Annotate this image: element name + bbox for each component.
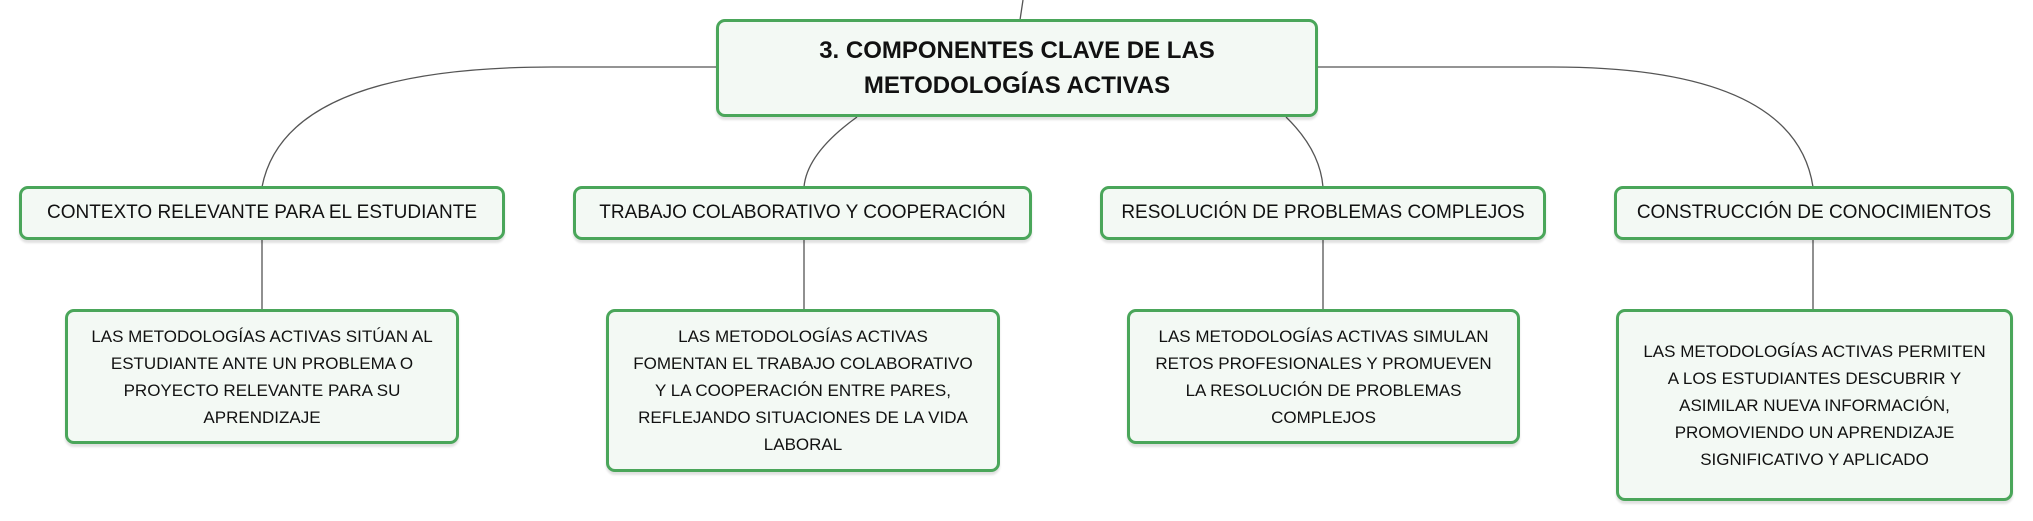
connector-root-branch-4 xyxy=(1318,67,1813,187)
connector-root-branch-2 xyxy=(804,117,857,187)
connector-root-branch-3 xyxy=(1286,117,1323,187)
detail-topic-construccion[interactable] xyxy=(1616,309,2013,501)
root-topic[interactable] xyxy=(716,19,1318,117)
branch-topic-label: TRABAJO COLABORATIVO Y COOPERACIÓN xyxy=(599,202,1006,223)
detail-topic-contexto[interactable] xyxy=(65,309,459,444)
detail-topic-text: LAS METODOLOGÍAS ACTIVAS SIMULAN RETOS PROFESIONALES Y PROMUEVEN LA RESOLUCIÓN DE PROBLEMAS COMPLEJOS xyxy=(1155,326,1492,427)
detail-topic-trabajo[interactable] xyxy=(606,309,1000,472)
branch-topic-contexto[interactable] xyxy=(19,186,505,240)
branch-topic-resolucion[interactable] xyxy=(1100,186,1546,240)
detail-topic-text: LAS METODOLOGÍAS ACTIVAS PERMITEN A LOS ESTUDIANTES DESCUBRIR Y ASIMILAR NUEVA INFORMACIÓN, PROMOVIENDO UN APRENDIZAJE SIGNIFICATIVO Y APLICADO xyxy=(1643,341,1986,469)
branch-topic-label: RESOLUCIÓN DE PROBLEMAS COMPLEJOS xyxy=(1121,202,1525,223)
root-topic-title: 3. COMPONENTES CLAVE DE LAS METODOLOGÍAS ACTIVAS xyxy=(819,37,1215,99)
detail-topic-text: LAS METODOLOGÍAS ACTIVAS FOMENTAN EL TRABAJO COLABORATIVO Y LA COOPERACIÓN ENTRE PARES, REFLEJANDO SITUACIONES DE LA VIDA LABORAL xyxy=(633,327,973,454)
detail-topic-text: LAS METODOLOGÍAS ACTIVAS SITÚAN AL ESTUDIANTE ANTE UN PROBLEMA O PROYECTO RELEVANTE PARA SU APRENDIZAJE xyxy=(91,326,433,427)
branch-topic-trabajo[interactable] xyxy=(573,186,1032,240)
connector-from-parent xyxy=(1020,0,1023,20)
branch-topic-construccion[interactable] xyxy=(1614,186,2014,240)
connector-root-branch-1 xyxy=(262,67,718,187)
detail-topic-resolucion[interactable] xyxy=(1127,309,1520,444)
branch-topic-label: CONTEXTO RELEVANTE PARA EL ESTUDIANTE xyxy=(46,202,478,223)
branch-topic-label: CONSTRUCCIÓN DE CONOCIMIENTOS xyxy=(1636,202,1992,223)
